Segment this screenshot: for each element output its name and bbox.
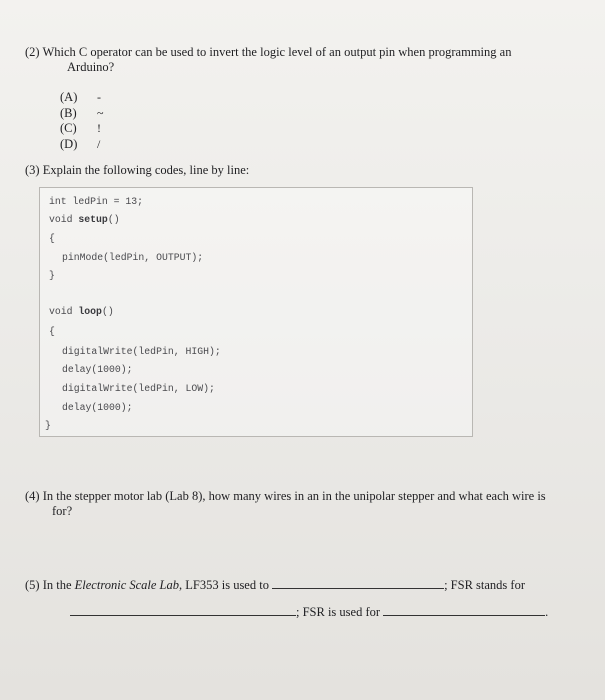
answer-blank-fsr-use[interactable] xyxy=(383,605,545,616)
code-line-1: int ledPin = 13; xyxy=(49,196,144,207)
code-token: void xyxy=(49,306,79,317)
option-b xyxy=(60,106,104,122)
option-label: (D) xyxy=(60,136,78,151)
question-2-stem: (2) Which C operator can be used to invert the logic level of an output pin when programming an xyxy=(25,45,512,59)
answer-blank-lf353[interactable] xyxy=(272,578,444,589)
period: . xyxy=(545,605,549,619)
option-label: (B) xyxy=(60,105,77,120)
code-line-3: { xyxy=(49,233,55,244)
option-c xyxy=(60,121,104,137)
answer-blank-fsr-stands[interactable] xyxy=(70,605,296,616)
question-5-prefix: (5) In the xyxy=(25,578,75,592)
option-a xyxy=(60,90,104,106)
code-listing xyxy=(39,187,473,437)
code-line-6 xyxy=(49,306,114,317)
fsr-used-for-label: ; FSR is used for xyxy=(296,605,381,619)
question-3-stem: (3) Explain the following codes, line by line: xyxy=(25,163,250,177)
option-symbol: / xyxy=(97,136,101,151)
question-4-stem-cont: for? xyxy=(52,504,73,518)
code-line-11: delay(1000); xyxy=(62,402,133,413)
question-2-options xyxy=(60,90,104,152)
code-line-4: pinMode(ledPin, OUTPUT); xyxy=(62,252,204,263)
code-line-2 xyxy=(49,214,120,225)
question-2 xyxy=(25,45,545,75)
question-5-line-2 xyxy=(70,605,548,620)
fsr-stands-for-label: ; FSR stands for xyxy=(444,578,525,592)
option-symbol: ! xyxy=(97,121,101,136)
option-label: (A) xyxy=(60,90,78,105)
question-5 xyxy=(25,578,595,593)
code-line-10: digitalWrite(ledPin, LOW); xyxy=(62,383,215,394)
question-4 xyxy=(25,489,565,519)
code-token: () xyxy=(101,306,114,317)
code-line-12: } xyxy=(45,420,51,431)
code-keyword: setup xyxy=(78,214,108,225)
code-token: () xyxy=(107,214,120,225)
lab-name: Electronic Scale Lab xyxy=(74,578,180,592)
option-symbol: ~ xyxy=(97,105,104,120)
option-d xyxy=(60,137,104,153)
question-4-stem: (4) In the stepper motor lab (Lab 8), how many wires in an in the unipolar stepper and what each wire is xyxy=(25,489,546,503)
option-label: (C) xyxy=(60,121,77,136)
code-line-7: { xyxy=(49,326,55,337)
option-symbol: - xyxy=(97,90,101,105)
code-line-9: delay(1000); xyxy=(62,364,133,375)
code-line-8: digitalWrite(ledPin, HIGH); xyxy=(62,346,221,357)
code-token: void xyxy=(49,214,79,225)
code-line-5: } xyxy=(49,270,55,281)
question-5-suffix: , LF353 is used to xyxy=(179,578,269,592)
question-2-stem-cont: Arduino? xyxy=(67,60,115,74)
code-keyword: loop xyxy=(78,306,102,317)
